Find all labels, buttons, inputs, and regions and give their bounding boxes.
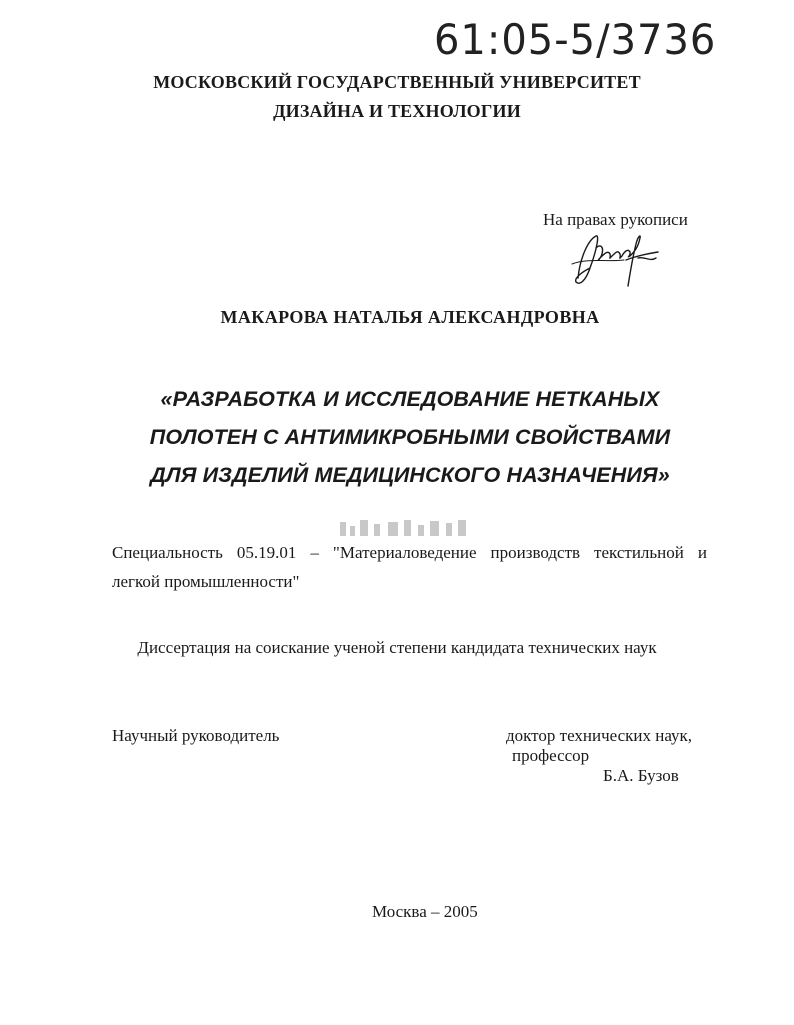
supervisor-rank: профессор xyxy=(512,746,590,765)
handwritten-archive-code xyxy=(430,10,760,64)
specialty-line2: легкой промышленности" xyxy=(112,572,300,591)
handwritten-code-text: 61:05-5/3736 xyxy=(434,15,717,64)
manuscript-rights-note: На правах рукописи xyxy=(543,210,688,229)
supervisor-degree: доктор технических наук, xyxy=(506,726,693,745)
author-name: МАКАРОВА НАТАЛЬЯ АЛЕКСАНДРОВНА xyxy=(220,307,600,327)
thesis-title-line1: «РАЗРАБОТКА И ИССЛЕДОВАНИЕ НЕТКАНЫХ xyxy=(160,387,660,411)
dissertation-statement: Диссертация на соискание ученой степени кандидата технических наук xyxy=(137,638,657,657)
supervisor-label: Научный руководитель xyxy=(112,726,280,745)
supervisor-name: Б.А. Бузов xyxy=(603,766,679,785)
university-name-line1: МОСКОВСКИЙ ГОСУДАРСТВЕННЫЙ УНИВЕРСИТЕТ xyxy=(153,72,641,92)
faint-stamp-mark xyxy=(336,516,476,540)
thesis-title-line3: ДЛЯ ИЗДЕЛИЙ МЕДИЦИНСКОГО НАЗНАЧЕНИЯ» xyxy=(150,463,670,487)
author-signature xyxy=(566,228,666,290)
university-name-line2: ДИЗАЙНА И ТЕХНОЛОГИИ xyxy=(273,101,521,121)
specialty-line1: Специальность 05.19.01 – "Материаловедение производств текстильной и xyxy=(112,543,707,562)
place-and-year: Москва – 2005 xyxy=(372,902,478,921)
thesis-title-line2: ПОЛОТЕН С АНТИМИКРОБНЫМИ СВОЙСТВАМИ xyxy=(149,425,671,449)
